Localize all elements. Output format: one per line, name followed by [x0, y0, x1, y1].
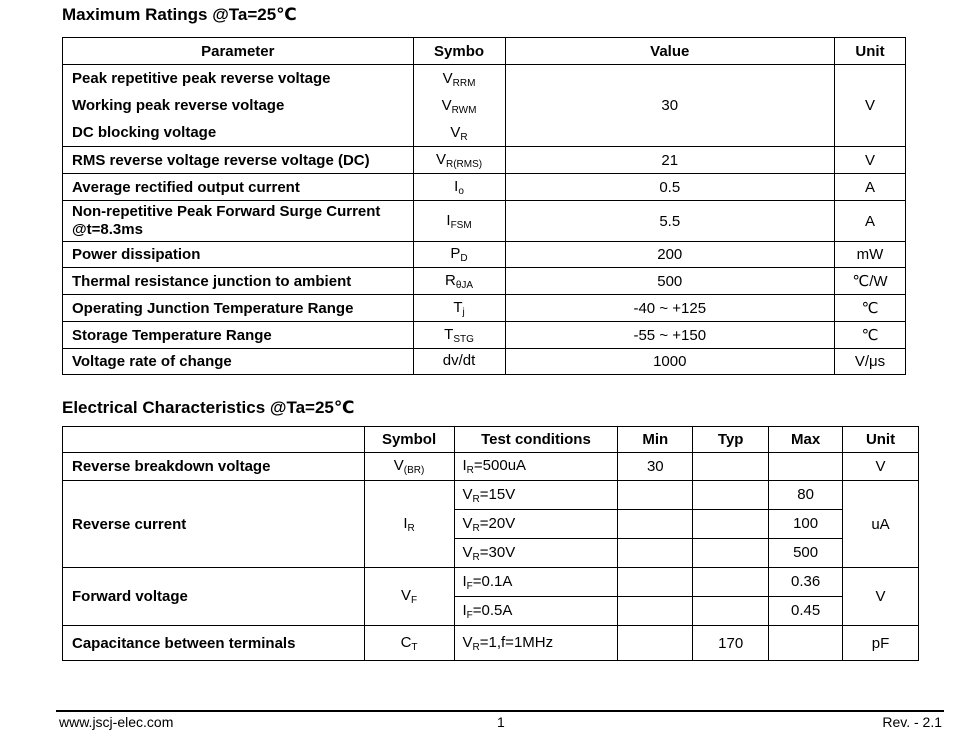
header-value: Value — [505, 38, 835, 65]
symbol-cell: $I_R$ — [364, 481, 454, 568]
table-row — [63, 568, 919, 626]
symbol-vr: $V_R$ — [450, 124, 468, 143]
elec-char-title: Electrical Characteristics @Ta=25℃ — [62, 398, 355, 417]
footer-page-number: 1 — [497, 714, 505, 730]
unit-cell: pF — [843, 626, 919, 661]
min-cell: 30 — [618, 453, 693, 481]
symbol-vrwm: $V_{RWM}$ — [441, 97, 477, 116]
header-typ: Typ — [693, 427, 769, 453]
max-0-36: 0.36 — [790, 573, 821, 590]
max-cell — [769, 481, 843, 568]
footer-revision: Rev. - 2.1 — [882, 714, 942, 730]
unit-cell: V — [843, 568, 919, 626]
value-cell: 21 — [505, 147, 835, 174]
symbol-cell: $I_o$ — [413, 174, 505, 201]
table-row — [63, 322, 906, 349]
symbol-cell: $V_F$ — [364, 568, 454, 626]
typ-cell — [693, 568, 769, 626]
param-cell: Storage Temperature Range — [63, 322, 414, 349]
test-vr-30v: $V_R=30V$ — [455, 538, 618, 567]
param-cell: Operating Junction Temperature Range — [63, 295, 414, 322]
param-cell: Power dissipation — [63, 242, 414, 268]
min-cell — [618, 481, 693, 568]
elec-char-table — [62, 426, 919, 661]
symbol-cell: $P_D$ — [413, 242, 505, 268]
header-symbol: Symbol — [364, 427, 454, 453]
header-max: Max — [769, 427, 843, 453]
value-cell: 200 — [505, 242, 835, 268]
value-cell: 0.5 — [505, 174, 835, 201]
test-vr-20v: $V_R=20V$ — [455, 509, 618, 538]
value-cell: -40 ~ +125 — [505, 295, 835, 322]
max-80: 80 — [797, 486, 814, 503]
table-row — [63, 268, 906, 295]
symbol-cell: $T_{STG}$ — [413, 322, 505, 349]
header-parameter: Parameter — [63, 38, 414, 65]
unit-cell: V/μs — [835, 349, 906, 375]
unit-cell: ℃ — [835, 295, 906, 322]
symbol-vrrm: $V_{RRM}$ — [442, 70, 476, 89]
table-row — [63, 481, 919, 568]
test-if-0-5a: $I_F=0.5A$ — [455, 596, 618, 625]
value-cell: 1000 — [505, 349, 835, 375]
min-cell — [618, 626, 693, 661]
max-0-45: 0.45 — [769, 596, 842, 625]
table-row — [63, 295, 906, 322]
table-row — [63, 147, 906, 174]
symbol-cell: $R_{\theta JA}$ — [413, 268, 505, 295]
param-cell — [63, 65, 414, 147]
typ-cell: 170 — [693, 626, 769, 661]
unit-cell: mW — [835, 242, 906, 268]
max-ratings-title: Maximum Ratings @Ta=25℃ — [62, 5, 297, 24]
test-if-0-1a: $I_F=0.1A$ — [462, 573, 513, 592]
test-cell — [454, 481, 618, 568]
symbol-cell: $I_{FSM}$ — [413, 201, 505, 242]
test-cell: $V_R=1,f=1MHz$ — [454, 626, 618, 661]
table-row — [63, 453, 919, 481]
param-working-peak: Working peak reverse voltage — [72, 97, 285, 114]
param-cell: Capacitance between terminals — [63, 626, 365, 661]
table-row — [63, 626, 919, 661]
symbol-cell: $V_{(BR)}$ — [364, 453, 454, 481]
header-test-conditions: Test conditions — [454, 427, 618, 453]
header-min: Min — [618, 427, 693, 453]
table-row — [63, 174, 906, 201]
unit-cell: ℃ — [835, 322, 906, 349]
elec-header-row — [63, 427, 919, 453]
unit-cell: ℃/W — [835, 268, 906, 295]
param-dc-blocking: DC blocking voltage — [72, 124, 217, 141]
header-unit: Unit — [835, 38, 906, 65]
test-vr-15v: $V_R=15V$ — [462, 486, 516, 505]
param-cell: RMS reverse voltage reverse voltage (DC) — [63, 147, 414, 174]
max-cell — [769, 453, 843, 481]
param-cell: Reverse breakdown voltage — [63, 453, 365, 481]
param-surge-line2: @t=8.3ms — [72, 221, 143, 238]
table-row — [63, 201, 906, 242]
param-peak-repetitive: Peak repetitive peak reverse voltage — [72, 70, 331, 87]
value-cell: 500 — [505, 268, 835, 295]
unit-cell: A — [835, 174, 906, 201]
table-row — [63, 65, 906, 147]
typ-cell — [693, 453, 769, 481]
unit-cell: uA — [843, 481, 919, 568]
test-cell: $I_R=500uA$ — [454, 453, 618, 481]
header-param — [63, 427, 365, 453]
header-unit: Unit — [843, 427, 919, 453]
typ-cell — [693, 481, 769, 568]
symbol-cell: $C_T$ — [364, 626, 454, 661]
value-cell: 5.5 — [505, 201, 835, 242]
footer-website-link[interactable]: www.jscj-elec.com — [59, 714, 174, 730]
table-row — [63, 349, 906, 375]
param-cell: Average rectified output current — [63, 174, 414, 201]
param-cell: Reverse current — [63, 481, 365, 568]
param-surge-line1: Non-repetitive Peak Forward Surge Current — [72, 203, 381, 220]
unit-cell: A — [835, 201, 906, 242]
symbol-cell: $T_j$ — [413, 295, 505, 322]
unit-cell: V — [835, 147, 906, 174]
max-cell — [769, 626, 843, 661]
test-cell — [454, 568, 618, 626]
min-cell — [618, 568, 693, 626]
unit-cell: V — [835, 65, 906, 147]
symbol-cell — [413, 65, 505, 147]
header-symbol: Symbo — [413, 38, 505, 65]
max-ratings-header-row — [63, 38, 906, 65]
max-ratings-table — [62, 37, 906, 375]
footer-divider — [56, 710, 944, 712]
symbol-cell: dv/dt — [413, 349, 505, 375]
symbol-cell: $V_{R(RMS)}$ — [413, 147, 505, 174]
value-cell: -55 ~ +150 — [505, 322, 835, 349]
max-cell — [769, 568, 843, 626]
param-cell: Thermal resistance junction to ambient — [63, 268, 414, 295]
max-100: 100 — [769, 509, 842, 538]
param-cell — [63, 201, 414, 242]
table-row — [63, 242, 906, 268]
value-cell: 30 — [505, 65, 835, 147]
param-cell: Voltage rate of change — [63, 349, 414, 375]
param-cell: Forward voltage — [63, 568, 365, 626]
max-500: 500 — [769, 538, 842, 567]
unit-cell: V — [843, 453, 919, 481]
